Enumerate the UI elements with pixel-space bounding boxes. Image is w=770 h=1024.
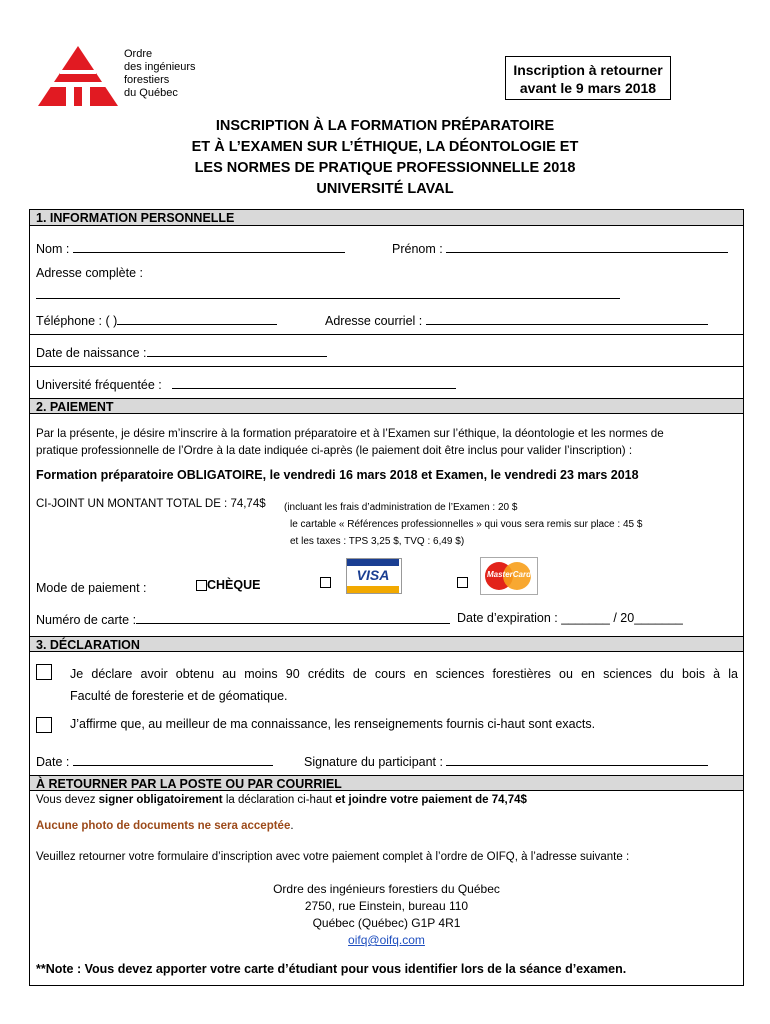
section-payment-heading: 2. PAIEMENT xyxy=(30,398,743,414)
declaration-2-text: J’affirme que, au meilleur de ma connaissance, les renseignements fournis ci-haut sont exacts. xyxy=(70,717,596,731)
oifq-logo xyxy=(36,44,120,108)
carte-field[interactable] xyxy=(136,611,450,624)
photo-warning: Aucune photo de documents ne sera acceptée. xyxy=(36,820,294,832)
visa-logo: VISA xyxy=(346,558,402,594)
veuillez-text: Veuillez retourner votre formulaire d’inscription avec votre paiement complet à l’ordre de OIFQ, à l’adresse suivante : xyxy=(36,851,630,863)
divider xyxy=(30,366,743,367)
adresse-label: Adresse complète : xyxy=(36,266,143,280)
signature-row: Signature du participant : xyxy=(304,753,708,769)
expiration-field[interactable]: Date d’expiration : _______ / 20_______ xyxy=(457,611,683,625)
universite-field[interactable] xyxy=(172,376,456,389)
logo-text: Ordre des ingénieurs forestiers du Québec xyxy=(124,48,196,99)
page-title: INSCRIPTION À LA FORMATION PRÉPARATOIRE ET À L’EXAMEN SUR L’ÉTHIQUE, LA DÉONTOLOGIE ET LES NORMES DE PRATIQUE PROFESSIONNELLE 2018 UNIVERSITÉ LAVAL xyxy=(191,118,579,197)
telephone-row: Téléphone : ( ) xyxy=(36,312,277,328)
prenom-field[interactable] xyxy=(446,240,728,253)
nom-field[interactable] xyxy=(73,240,345,253)
montant-details: (incluant les frais d’administration de l’Examen : 20 $ le cartable « Références professionnelles » qui vous sera remis sur place : 45 $ et les taxes : TPS 3,25 $, TVQ : 6,49 $) xyxy=(284,502,643,547)
declaration-1-text: Je déclare avoir obtenu au moins 90 crédits de cours en sciences forestières ou en sciences du bois à la Faculté de foresterie et de géomatique. xyxy=(70,667,738,703)
deadline-box: Inscription à retourner avant le 9 mars 2018 xyxy=(505,56,671,100)
naissance-row: Date de naissance : xyxy=(36,344,327,360)
carte-row: Numéro de carte : xyxy=(36,611,450,627)
retour-heading: À RETOURNER PAR LA POSTE OU PAR COURRIEL xyxy=(30,775,743,791)
mode-label: Mode de paiement : xyxy=(36,581,147,595)
prenom-row: Prénom : xyxy=(392,240,728,256)
registration-form xyxy=(29,209,744,986)
visa-checkbox[interactable] xyxy=(320,577,331,588)
divider xyxy=(30,334,743,335)
date-row: Date : xyxy=(36,753,273,769)
courriel-row: Adresse courriel : xyxy=(325,312,708,328)
section-personal-info-heading: 1. INFORMATION PERSONNELLE xyxy=(30,210,743,226)
cheque-checkbox[interactable] xyxy=(196,580,207,591)
oifq-address: Ordre des ingénieurs forestiers du Québec 2750, rue Einstein, bureau 110 Québec (Québec) G1P 4R1 oifq@oifq.com xyxy=(30,881,743,949)
section-declaration-heading: 3. DÉCLARATION xyxy=(30,636,743,652)
date-field[interactable] xyxy=(73,753,273,766)
mastercard-checkbox[interactable] xyxy=(457,577,468,588)
signature-field[interactable] xyxy=(446,753,708,766)
note: **Note : Vous devez apporter votre carte d’étudiant pour vous identifier lors de la séance d’examen. xyxy=(36,962,627,976)
formation-dates: Formation préparatoire OBLIGATOIRE, le vendredi 16 mars 2018 et Examen, le vendredi 23 mars 2018 xyxy=(36,468,639,482)
nom-row: Nom : xyxy=(36,240,345,256)
retour-instruction: Vous devez signer obligatoirement la déclaration ci-haut et joindre votre paiement de 74,74$ xyxy=(36,794,527,806)
cheque-option: CHÈQUE xyxy=(196,578,260,592)
naissance-field[interactable] xyxy=(147,344,327,357)
email-link[interactable]: oifq@oifq.com xyxy=(348,933,425,947)
universite-row: Université fréquentée : xyxy=(36,376,456,392)
mastercard-logo: MasterCard xyxy=(480,557,538,595)
declaration-1-checkbox[interactable] xyxy=(36,664,52,680)
montant-total: CI-JOINT UN MONTANT TOTAL DE : 74,74$ xyxy=(36,498,266,510)
adresse-field[interactable] xyxy=(36,298,620,299)
courriel-field[interactable] xyxy=(426,312,708,325)
payment-intro: Par la présente, je désire m’inscrire à la formation préparatoire et à l’Examen sur l’éthique, la déontologie et les normes de pratique professionnelle de l’Ordre à la date indiquée ci-après (le paiement doit être inclus pour valider l’inscription) : xyxy=(36,427,664,457)
telephone-field[interactable] xyxy=(117,312,277,325)
declaration-2-checkbox[interactable] xyxy=(36,717,52,733)
